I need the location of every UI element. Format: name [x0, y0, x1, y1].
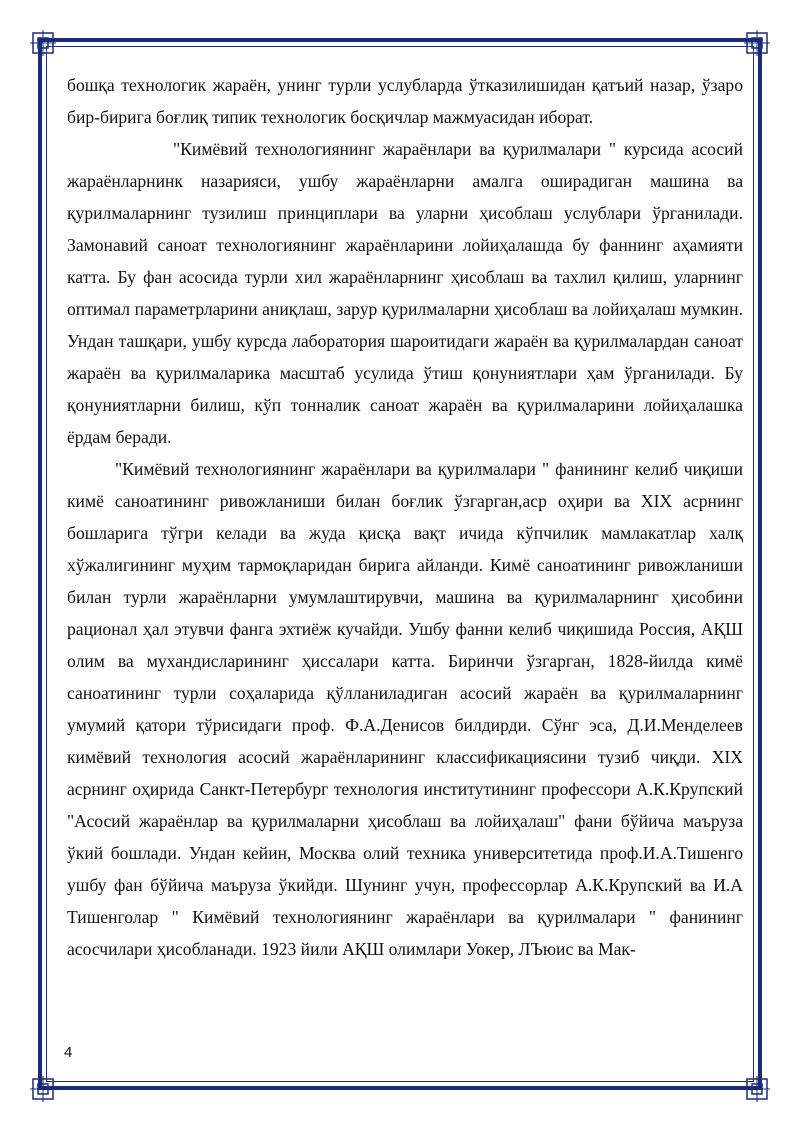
paragraph-history: "Кимёвий технологиянинг жараёнлари ва қурилмалари " фанининг келиб чиқиши кимё саноатининг ривожланиши билан боғлик ўзгарган,аср оҳири ва XIX асрнинг бошларига тўгри келади ва жуда қисқа вақт ичида кўпчилик мамлакатлар халқ хўжалигининг муҳим тармоқларидан бирига айланди. Кимё саноатининг ривожланиши билан турли жараёнларни умумлаштирувчи, машина ва қурилмаларнинг ҳисобини рационал ҳал этувчи фанга эхтиёж кучайди. Ушбу фанни келиб чиқишида Россия, АҚШ олим ва мухандисларининг ҳиссалари катта. Биринчи ўзгарган, 1828-йилда кимё саноатининг турли соҳаларида қўлланиладиган асосий жараён ва қурилмаларнинг умумий қатори тўрисидаги проф. Ф.А.Денисов билдирди. Сўнг эса, Д.И.Менделеев кимёвий технология асосий жараёнларининг классификациясини тузиб чиқди. XIX асрнинг оҳирида Санкт-Петербург технология институтининг профессори А.К.Крупский "Асосий жараёнлар ва қурилмаларни ҳисоблаш ва лойиҳалаш" фани бўйича маъруза ўкий бошлади. Ундан кейин, Москва олий техника университетида проф.И.А.Тишенго ушбу фан бўйича маъруза ўкийди. Шунинг учун, профессорлар А.К.Крупский ва И.А Тишенголар " Кимёвий технологиянинг жараёнлари ва қурилмалари " фанининг асосчилари ҳисобланади. 1923 йили АҚШ олимлари Уокер, ЛЪюис ва Мак-	[67, 459, 743, 959]
corner-ornament-icon	[744, 1076, 770, 1102]
page-number: 4	[64, 1044, 73, 1061]
paragraph-course-overview: "Кимёвий технологиянинг жараёнлари ва қурилмалари " курсида асосий жараёнларнинк назарияси, ушбу жараёнларни амалга оширадиган машина ва қурилмаларнинг тузилиш принциплари ва уларни ҳисоблаш услублари ўрганилади. Замонавий саноат технологиянинг жараёнларини лойиҳалашда бу фаннинг аҳамияти катта. Бу фан асосида турли хил жараёнларнинг ҳисоблаш ва тахлил қилиш, уларнинг оптимал параметрларини аниқлаш, зарур қурилмаларни ҳисоблаш ва лойиҳалаш мумкин. Ундан ташқари, ушбу курсда лаборатория шароитидаги жараён ва қурилмалардан саноат жараён ва қурилмаларика масштаб усулида ўтиш қонуниятлари ҳам ўрганилади. Бу қонуниятларни билиш, кўп тонналик саноат жараён ва қурилмаларини лойиҳалашка ёрдам беради.	[67, 139, 743, 447]
corner-ornament-icon	[744, 30, 770, 56]
corner-ornament-icon	[30, 30, 56, 56]
corner-ornament-icon	[30, 1076, 56, 1102]
paragraph-continuation: бошқа технологик жараён, унинг турли услубларда ўтказилишидан қатъий назар, ўзаро бир-бирига боғлиқ типик технологик босқичлар мажмуасидан иборат.	[67, 75, 743, 127]
page-body-text	[67, 69, 743, 965]
